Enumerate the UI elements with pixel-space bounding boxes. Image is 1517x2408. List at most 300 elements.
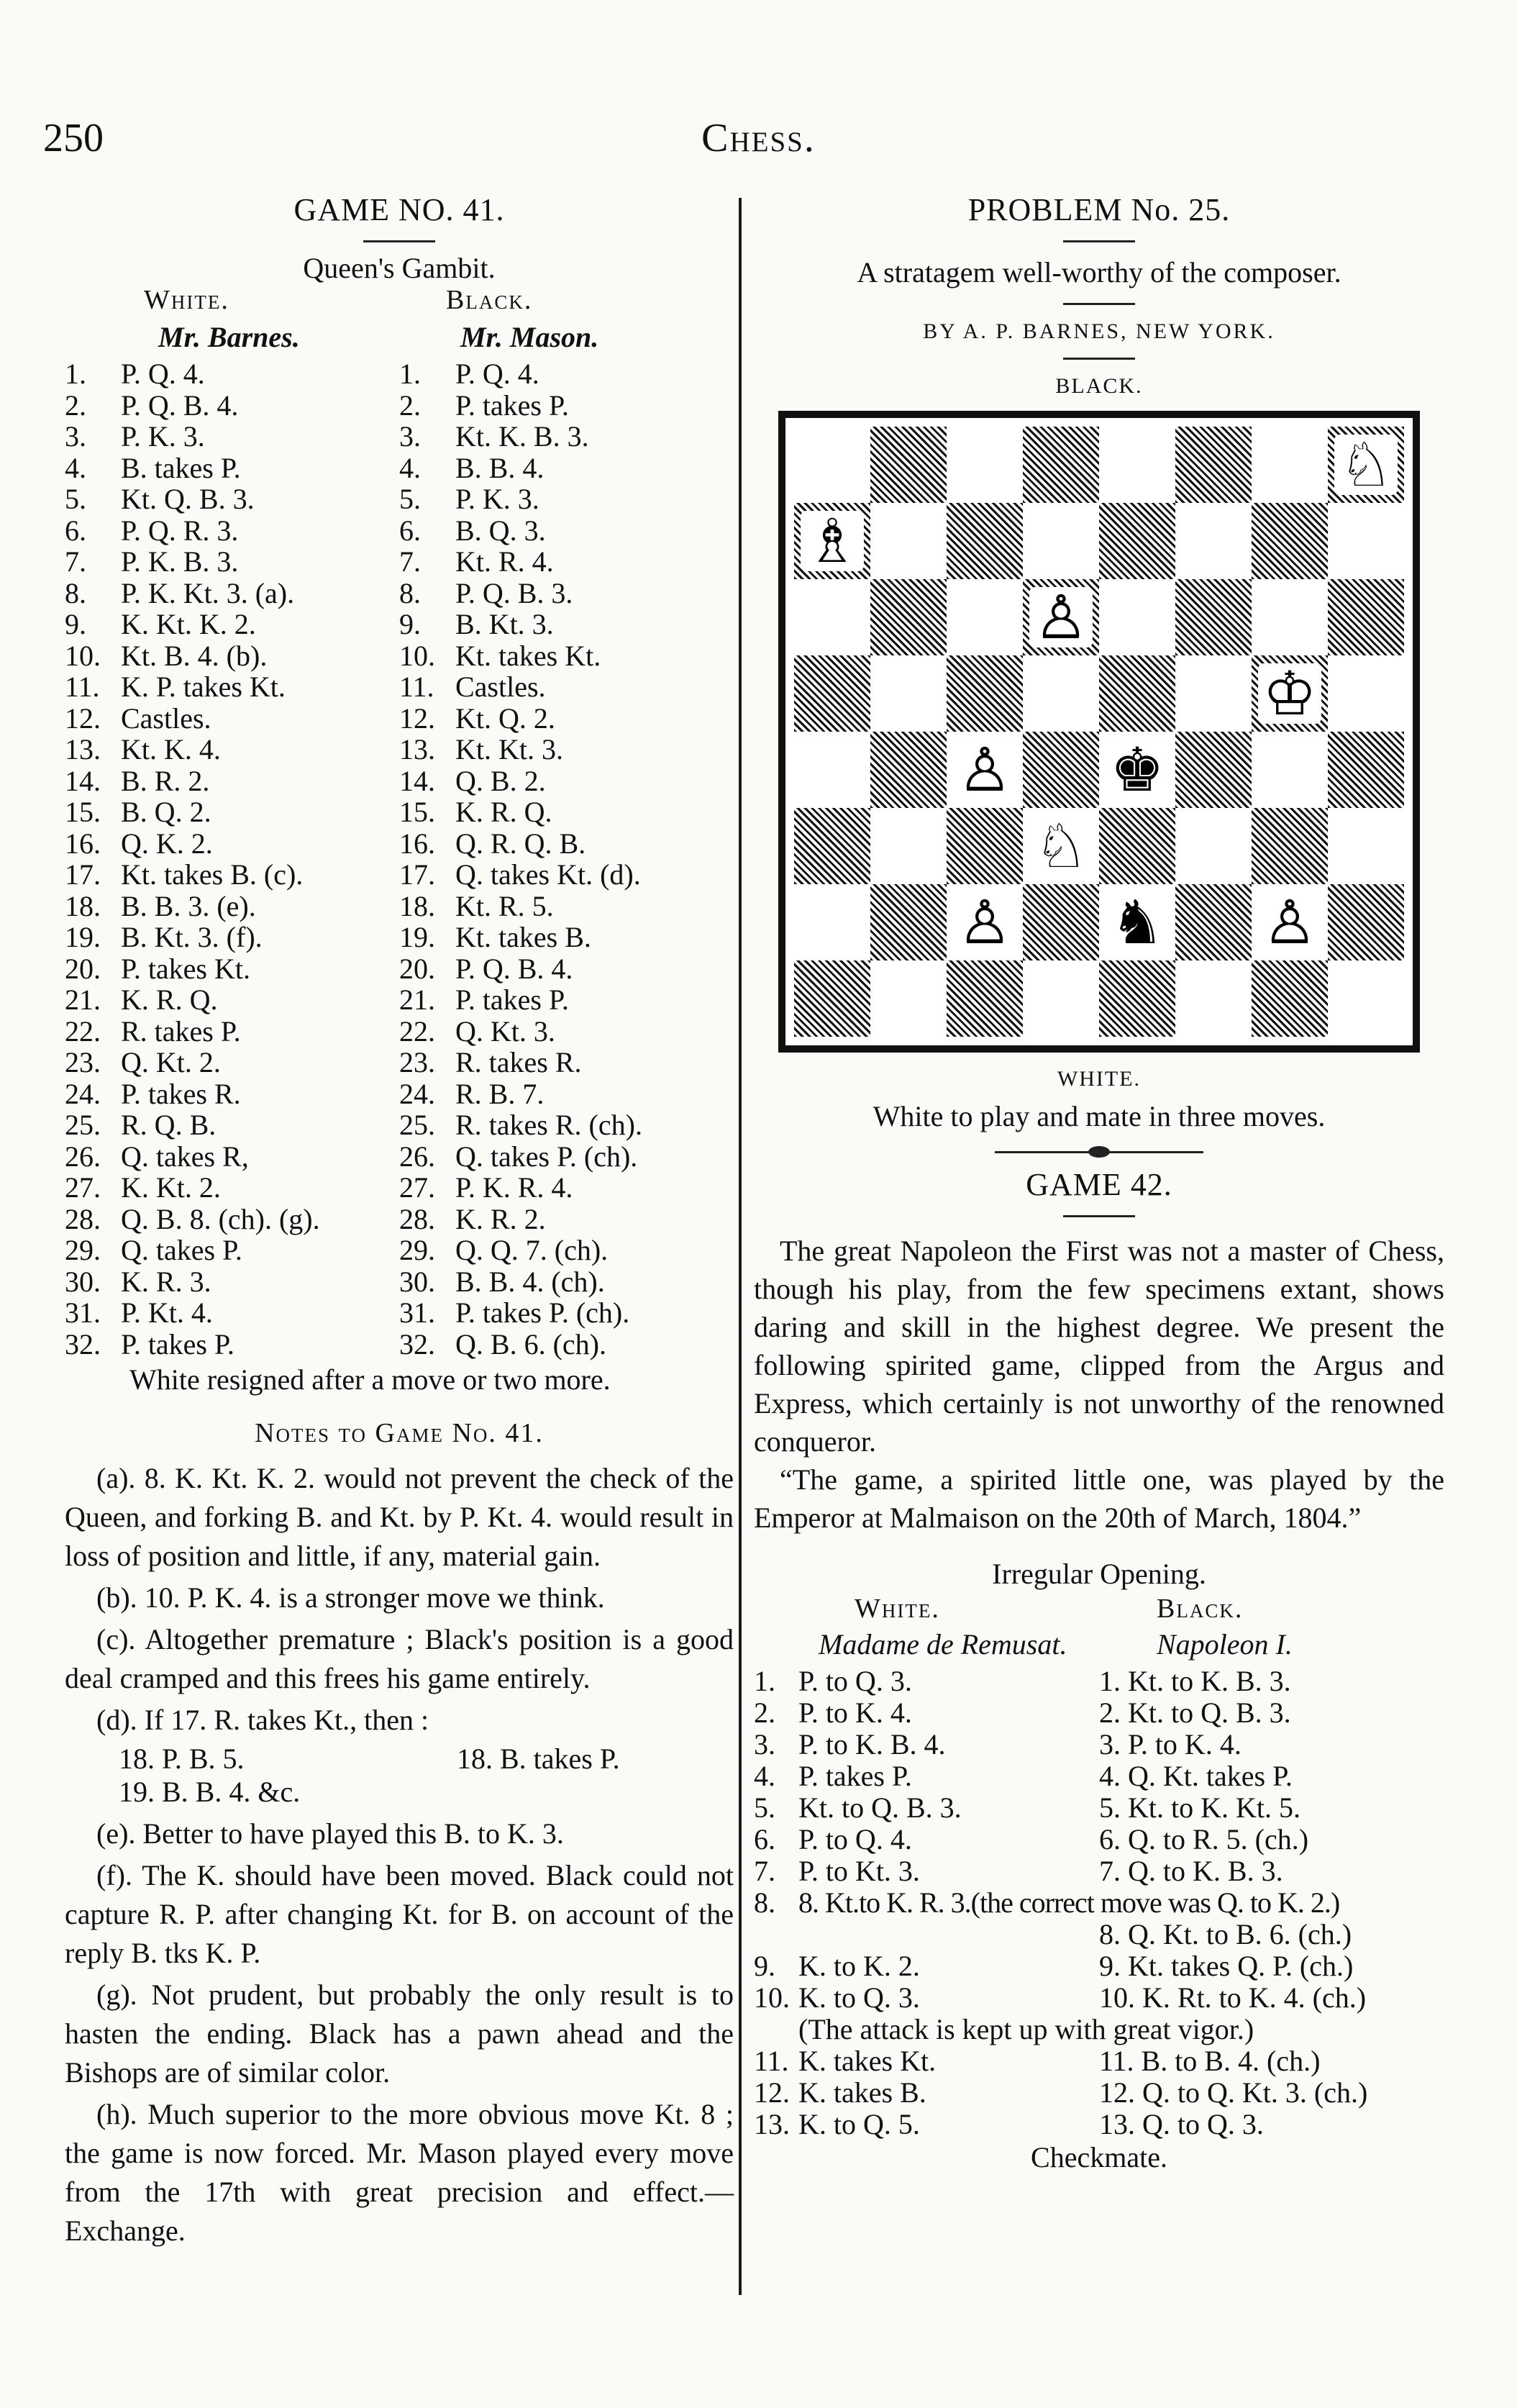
move-number: 26. xyxy=(399,1140,435,1173)
board-square xyxy=(1099,884,1175,960)
move-number: 14. xyxy=(399,764,435,797)
black-move-row xyxy=(399,765,734,797)
move-text: K. R. 3. xyxy=(121,1265,211,1298)
board-square xyxy=(1252,655,1328,732)
move-number: 15. xyxy=(399,796,435,828)
note-b: (b). 10. P. K. 4. is a stronger move we think. xyxy=(96,1581,605,1614)
board-square xyxy=(947,884,1023,960)
game-42-color-headers: White. Black. xyxy=(855,1594,1244,1624)
move-number: 25. xyxy=(399,1109,435,1141)
note-f: (f). The K. should have been moved. Black could not capture R. P. after changing Kt. for B. on account of the reply B. tks K. P. xyxy=(65,1858,734,1969)
board-square xyxy=(794,655,870,732)
board-square xyxy=(1252,732,1328,808)
move-text: R. takes R. xyxy=(455,1046,582,1078)
notes-section xyxy=(65,1459,734,2250)
white-move-row xyxy=(65,1329,399,1360)
move-text: P. K. R. 4. xyxy=(455,1171,573,1204)
white-bishop-icon: ♗ xyxy=(794,503,870,579)
move-number: 4. xyxy=(399,451,421,484)
game-42-move-row: 13. K. to Q. 5. 13. Q. to Q. 3. xyxy=(754,2108,1264,2140)
move-text: P. takes R. xyxy=(121,1077,241,1110)
move-text: Q. takes P. (ch). xyxy=(455,1140,638,1173)
move-number: 18. xyxy=(65,889,101,922)
board-square xyxy=(947,732,1023,808)
white-move-row xyxy=(65,1297,399,1329)
move-number: 24. xyxy=(399,1077,435,1110)
move-number: 20. xyxy=(65,952,101,985)
white-move-row xyxy=(65,1078,399,1110)
move-text: R. B. 7. xyxy=(455,1077,545,1110)
move-text: Castles. xyxy=(121,701,211,735)
board-square xyxy=(1023,960,1099,1037)
board-square xyxy=(870,503,947,579)
white-move-row xyxy=(65,1172,399,1204)
moves-11-13 xyxy=(754,2045,1444,2140)
move-number: 9. xyxy=(65,608,86,640)
move-text: Kt. R. 4. xyxy=(455,545,554,578)
game-41-moves xyxy=(65,358,734,1360)
move-number: 3. xyxy=(399,420,421,453)
move-number: 18. xyxy=(399,889,435,922)
move-number: 9. xyxy=(399,608,421,640)
board-square xyxy=(794,808,870,884)
game-42-move-row: 6. P. to Q. 4. 6. Q. to R. 5. (ch.) xyxy=(754,1823,1309,1855)
black-move-row xyxy=(399,796,734,828)
move-number: 13. xyxy=(399,733,435,765)
black-move-row xyxy=(399,453,734,484)
board-square xyxy=(1328,579,1404,655)
opening-name: Queen's Gambit. xyxy=(303,252,496,284)
board-square xyxy=(794,427,870,503)
white-move-row xyxy=(65,765,399,797)
board-square xyxy=(1252,503,1328,579)
move-text: P. takes P. (ch). xyxy=(455,1296,630,1329)
white-move-row xyxy=(65,421,399,453)
move-number: 21. xyxy=(399,983,435,1016)
white-move-row xyxy=(65,546,399,578)
move-text: Q. Kt. 3. xyxy=(455,1014,555,1048)
black-move-row xyxy=(399,358,734,390)
note-h: (h). Much superior to the more obvious move Kt. 8 ; the game is now forced. Mr. Mason played every move from the 17th with great precision and effect.—Exchange. xyxy=(65,2097,734,2247)
move-text: Q. takes Kt. (d). xyxy=(455,858,641,891)
game-42-finale: Checkmate. xyxy=(1031,2141,1167,2173)
moves-1-7 xyxy=(754,1666,1444,1887)
move-number: 22. xyxy=(399,1014,435,1048)
move-number: 17. xyxy=(65,858,101,891)
game-result: White resigned after a move or two more. xyxy=(129,1363,611,1396)
subtitle-rule xyxy=(1063,303,1135,305)
board-square xyxy=(870,960,947,1037)
move-number: 27. xyxy=(65,1171,101,1204)
move-number: 2. xyxy=(399,389,421,422)
board-square xyxy=(1328,655,1404,732)
game-42-move-row: 11. K. takes Kt. 11. B. to B. 4. (ch.) xyxy=(754,2045,1321,2077)
black-move-row xyxy=(399,891,734,922)
game-42-move-row: 5. Kt. to Q. B. 3. 5. Kt. to K. Kt. 5. xyxy=(754,1791,1300,1824)
board-square xyxy=(1099,655,1175,732)
note-a: (a). 8. K. Kt. K. 2. would not prevent the check of the Queen, and forking B. and Kt. by P. Kt. 4. would result in loss of position and little, if any, material gain. xyxy=(65,1461,734,1572)
white-move-row xyxy=(65,1266,399,1298)
white-move-row xyxy=(65,922,399,953)
white-move-row xyxy=(65,358,399,390)
move-text: P. Q. B. 3. xyxy=(455,576,573,609)
board-square xyxy=(1023,579,1099,655)
move-8-row: 8. 8. Kt.to K. R. 3.(the correct move was Q. to K. 2.) xyxy=(754,1886,1340,1919)
move-number: 26. xyxy=(65,1140,101,1173)
black-move-row xyxy=(399,1078,734,1110)
black-move-row xyxy=(399,1172,734,1204)
white-king-icon: ♔ xyxy=(1252,655,1328,732)
move-text: R. Q. B. xyxy=(121,1109,217,1141)
move-number: 8. xyxy=(399,576,421,609)
board-square xyxy=(870,732,947,808)
move-number: 32. xyxy=(399,1327,435,1360)
board-square xyxy=(870,579,947,655)
board-square xyxy=(1099,960,1175,1037)
board-black-label: BLACK. xyxy=(1055,374,1143,398)
move-number: 19. xyxy=(65,921,101,953)
move-number: 8. xyxy=(65,576,86,609)
board-square xyxy=(1328,884,1404,960)
white-move-row xyxy=(65,1016,399,1048)
white-move-row xyxy=(65,703,399,735)
move-number: 23. xyxy=(65,1046,101,1078)
move-number: 12. xyxy=(65,701,101,735)
white-pawn-icon: ♙ xyxy=(1252,884,1328,960)
move-text: K. P. takes Kt. xyxy=(121,671,286,703)
move-number: 5. xyxy=(65,483,86,515)
move-text: P. Q. 4. xyxy=(455,358,539,390)
move-text: P. takes Kt. xyxy=(121,952,250,985)
move-number: 28. xyxy=(65,1202,101,1235)
board-square xyxy=(1252,808,1328,884)
black-header: Black. xyxy=(446,285,533,315)
note-g: (g). Not prudent, but probably the only result is to hasten the ending. Black has a pawn ahead and the Bishops are of similar color. xyxy=(65,1978,734,2089)
board-square xyxy=(1175,884,1252,960)
game-42-move-row: 9. K. to K. 2. 9. Kt. takes Q. P. (ch.) xyxy=(754,1950,1354,1982)
note-c: (c). Altogether premature ; Black's position is a good deal cramped and this frees his game entirely. xyxy=(65,1622,734,1694)
move-text: B. Kt. 3. xyxy=(455,608,554,640)
board-grid xyxy=(794,427,1404,1037)
move-text: Q. takes R, xyxy=(121,1140,249,1173)
black-move-row xyxy=(399,703,734,735)
move-number: 29. xyxy=(65,1234,101,1266)
board-square xyxy=(1099,427,1175,503)
move-text: Q. Q. 7. (ch). xyxy=(455,1234,609,1266)
board-square xyxy=(1023,503,1099,579)
white-move-row xyxy=(65,483,399,515)
move-number: 31. xyxy=(65,1296,101,1329)
white-move-row xyxy=(65,453,399,484)
move-8-black-row: 8. Q. Kt. to B. 6. (ch.) xyxy=(1099,1918,1352,1950)
player-names xyxy=(65,320,734,354)
move-text: Kt. takes B. xyxy=(455,921,591,953)
move-number: 1. xyxy=(65,358,86,390)
board-square xyxy=(1252,884,1328,960)
white-move-row xyxy=(65,1109,399,1141)
move-text: P. Q. B. 4. xyxy=(121,389,239,422)
move-number: 30. xyxy=(65,1265,101,1298)
board-square xyxy=(1328,732,1404,808)
board-square xyxy=(947,503,1023,579)
game-42-moves xyxy=(754,1666,1444,2173)
move-text: Kt. K. B. 3. xyxy=(455,420,589,453)
white-move-row xyxy=(65,891,399,922)
move-number: 24. xyxy=(65,1077,101,1110)
move-text: P. takes P. xyxy=(121,1327,234,1360)
move-text: Kt. Q. B. 3. xyxy=(121,483,255,515)
board-square xyxy=(1175,808,1252,884)
black-move-row xyxy=(399,1109,734,1141)
board-square xyxy=(1099,579,1175,655)
game-42-move-row: 2. P. to K. 4. 2. Kt. to Q. B. 3. xyxy=(754,1696,1291,1729)
move-number: 2. xyxy=(65,389,86,422)
game-42-move-row: 1. P. to Q. 3. 1. Kt. to K. B. 3. xyxy=(754,1665,1291,1697)
game-42-title: GAME 42. xyxy=(1026,1167,1172,1202)
move-number: 7. xyxy=(65,545,86,578)
move-text: Q. K. 2. xyxy=(121,827,213,860)
black-move-row xyxy=(399,578,734,609)
page-number: 250 xyxy=(43,116,104,160)
left-column xyxy=(65,194,734,2253)
game-42-intro: The great Napoleon the First was not a master of Chess, though his play, from the few specimens extant, shows daring and skill in the highest degree. We present the following spirited game, clipped from the Argus and Express, which certainly is not unworthy of the renowned conqueror. xyxy=(754,1235,1444,1458)
move-text: P. Q. 4. xyxy=(121,358,205,390)
move-text: P. K. B. 3. xyxy=(121,545,239,578)
white-move-row xyxy=(65,734,399,765)
white-pawn-icon: ♙ xyxy=(947,732,1023,808)
game-42-rule xyxy=(1063,1215,1135,1217)
move-text: K. R. Q. xyxy=(455,796,552,828)
move-number: 31. xyxy=(399,1296,435,1329)
move-text: Kt. R. 5. xyxy=(455,889,554,922)
white-knight-icon: ♘ xyxy=(1023,808,1099,884)
move-text: Q. takes P. xyxy=(121,1234,242,1266)
black-move-row xyxy=(399,1297,734,1329)
move-text: P. K. Kt. 3. (a). xyxy=(121,576,295,609)
move-text: B. B. 3. (e). xyxy=(121,889,256,922)
game-42-players: Madame de Remusat. Napoleon I. xyxy=(819,1628,1293,1660)
move-number: 13. xyxy=(65,733,101,765)
move-text: B. takes P. xyxy=(121,451,241,484)
board-square xyxy=(1175,579,1252,655)
board-square xyxy=(794,732,870,808)
move-number: 14. xyxy=(65,764,101,797)
move-text: B. R. 2. xyxy=(121,764,210,797)
color-headers xyxy=(65,284,734,316)
black-move-row xyxy=(399,1141,734,1173)
move-text: P. K. 3. xyxy=(455,483,539,515)
move-number: 11. xyxy=(399,671,434,703)
white-move-row xyxy=(65,609,399,640)
white-move-row xyxy=(65,796,399,828)
white-move-row xyxy=(65,671,399,703)
black-move-row xyxy=(399,640,734,672)
move-number: 1. xyxy=(399,358,421,390)
note-d: (d). If 17. R. takes Kt., then : xyxy=(96,1703,429,1736)
game-42-move-row: 7. P. to Kt. 3. 7. Q. to K. B. 3. xyxy=(754,1855,1283,1887)
moves-9-10 xyxy=(754,1950,1444,2014)
running-head: Chess. xyxy=(701,116,816,160)
move-number: 16. xyxy=(65,827,101,860)
white-move-row xyxy=(65,1047,399,1078)
move-number: 32. xyxy=(65,1327,101,1360)
white-move-row xyxy=(65,390,399,422)
black-move-row xyxy=(399,515,734,547)
white-move-row xyxy=(65,859,399,891)
black-move-row xyxy=(399,1329,734,1360)
board-square xyxy=(1328,503,1404,579)
game-42-move-row: 3. P. to K. B. 4. 3. P. to K. 4. xyxy=(754,1728,1242,1760)
note-d-line-1: 18. P. B. 5. 18. B. takes P. xyxy=(119,1742,620,1775)
white-move-row xyxy=(65,953,399,985)
move-text: K. Kt. 2. xyxy=(121,1171,221,1204)
move-text: Kt. takes B. (c). xyxy=(121,858,304,891)
move-number: 25. xyxy=(65,1109,101,1141)
board-square xyxy=(947,960,1023,1037)
black-move-row xyxy=(399,984,734,1016)
move-text: Kt. Q. 2. xyxy=(455,701,555,735)
board-square xyxy=(1175,732,1252,808)
move-number: 15. xyxy=(65,796,101,828)
move-text: R. takes R. (ch). xyxy=(455,1109,642,1141)
move-text: Kt. K. 4. xyxy=(121,733,221,765)
board-square xyxy=(1328,960,1404,1037)
move-text: Kt. B. 4. (b). xyxy=(121,639,268,672)
move-number: 27. xyxy=(399,1171,435,1204)
move-text: Q. Kt. 2. xyxy=(121,1046,221,1078)
move-number: 30. xyxy=(399,1265,435,1298)
board-square xyxy=(1328,427,1404,503)
move-text: P. K. 3. xyxy=(121,420,205,453)
black-move-row xyxy=(399,671,734,703)
board-square xyxy=(1099,503,1175,579)
board-square xyxy=(1023,655,1099,732)
board-square xyxy=(1252,427,1328,503)
move-number: 29. xyxy=(399,1234,435,1266)
white-pawn-icon: ♙ xyxy=(1023,579,1099,655)
move-text: Q. B. 2. xyxy=(455,764,546,797)
chess-board xyxy=(778,411,1420,1053)
board-square xyxy=(947,579,1023,655)
game-42-aside: (The attack is kept up with great vigor.) xyxy=(798,2013,1254,2045)
board-square xyxy=(1099,808,1175,884)
move-number: 23. xyxy=(399,1046,435,1078)
game-42-quote: “The game, a spirited little one, was played by the Emperor at Malmaison on the 20th of March, 1804.” xyxy=(754,1463,1444,1534)
board-square xyxy=(1175,503,1252,579)
white-player: Mr. Barnes. xyxy=(158,321,300,353)
game-42-move-row: 12. K. takes B. 12. Q. to Q. Kt. 3. (ch.) xyxy=(754,2076,1368,2109)
move-number: 20. xyxy=(399,952,435,985)
board-square xyxy=(947,427,1023,503)
move-text: P. takes P. xyxy=(455,983,569,1016)
black-moves-column xyxy=(399,358,734,1360)
move-text: K. R. Q. xyxy=(121,983,218,1016)
board-square xyxy=(870,427,947,503)
move-text: K. R. 2. xyxy=(455,1202,546,1235)
move-number: 5. xyxy=(399,483,421,515)
black-move-row xyxy=(399,1016,734,1048)
move-number: 10. xyxy=(399,639,435,672)
black-move-row xyxy=(399,1047,734,1078)
move-text: Kt. takes Kt. xyxy=(455,639,601,672)
move-text: B. Q. 3. xyxy=(455,514,546,547)
board-white-label: WHITE. xyxy=(1057,1067,1142,1091)
game-41-title: GAME NO. 41. xyxy=(293,192,505,227)
board-square xyxy=(947,655,1023,732)
board-square xyxy=(794,960,870,1037)
game-42-opening: Irregular Opening. xyxy=(992,1558,1206,1590)
white-pawn-icon: ♙ xyxy=(947,884,1023,960)
black-move-row xyxy=(399,828,734,860)
game-42-move-row: 10. K. to Q. 3. 10. K. Rt. to K. 4. (ch.) xyxy=(754,1981,1367,2014)
move-text: P. Kt. 4. xyxy=(121,1296,213,1329)
board-square xyxy=(1023,732,1099,808)
move-number: 21. xyxy=(65,983,101,1016)
black-move-row xyxy=(399,609,734,640)
byline-rule xyxy=(1063,358,1135,360)
black-knight-icon: ♞ xyxy=(1099,884,1175,960)
board-square xyxy=(947,808,1023,884)
move-number: 6. xyxy=(399,514,421,547)
move-number: 17. xyxy=(399,858,435,891)
black-move-row xyxy=(399,1235,734,1266)
note-e: (e). Better to have played this B. to K. 3. xyxy=(96,1817,564,1850)
black-player: Mr. Mason. xyxy=(460,321,599,353)
board-square xyxy=(1175,427,1252,503)
black-move-row xyxy=(399,390,734,422)
board-square xyxy=(1252,579,1328,655)
notes-title: Notes to Game No. 41. xyxy=(255,1418,544,1448)
black-move-row xyxy=(399,734,734,765)
white-move-row xyxy=(65,828,399,860)
move-text: B. Q. 2. xyxy=(121,796,211,828)
move-text: Q. B. 6. (ch). xyxy=(455,1327,606,1360)
ornament-divider xyxy=(995,1151,1203,1153)
board-square xyxy=(794,503,870,579)
problem-title: PROBLEM No. 25. xyxy=(967,192,1231,227)
board-square xyxy=(870,884,947,960)
move-text: B. B. 4. xyxy=(455,451,545,484)
move-number: 22. xyxy=(65,1014,101,1048)
white-knight-icon: ♘ xyxy=(1328,427,1404,503)
black-move-row xyxy=(399,1266,734,1298)
move-text: Q. B. 8. (ch). (g). xyxy=(121,1202,320,1235)
move-number: 7. xyxy=(399,545,421,578)
white-move-row xyxy=(65,1235,399,1266)
white-move-row xyxy=(65,578,399,609)
move-text: Kt. Kt. 3. xyxy=(455,733,563,765)
white-header: White. xyxy=(144,285,229,315)
black-move-row xyxy=(399,546,734,578)
right-column xyxy=(754,194,1444,2173)
white-moves-column xyxy=(65,358,399,1360)
black-king-icon: ♚ xyxy=(1099,732,1175,808)
move-text: P. takes P. xyxy=(455,389,569,422)
black-move-row xyxy=(399,1204,734,1235)
move-text: Q. R. Q. B. xyxy=(455,827,586,860)
move-text: P. Q. R. 3. xyxy=(121,514,239,547)
board-square xyxy=(870,808,947,884)
board-square xyxy=(870,655,947,732)
move-text: Castles. xyxy=(455,671,546,703)
move-text: P. Q. B. 4. xyxy=(455,952,573,985)
board-square xyxy=(1023,427,1099,503)
move-number: 28. xyxy=(399,1202,435,1235)
move-number: 6. xyxy=(65,514,86,547)
problem-rule xyxy=(1063,240,1135,242)
board-square xyxy=(794,579,870,655)
move-text: B. Kt. 3. (f). xyxy=(121,921,263,953)
